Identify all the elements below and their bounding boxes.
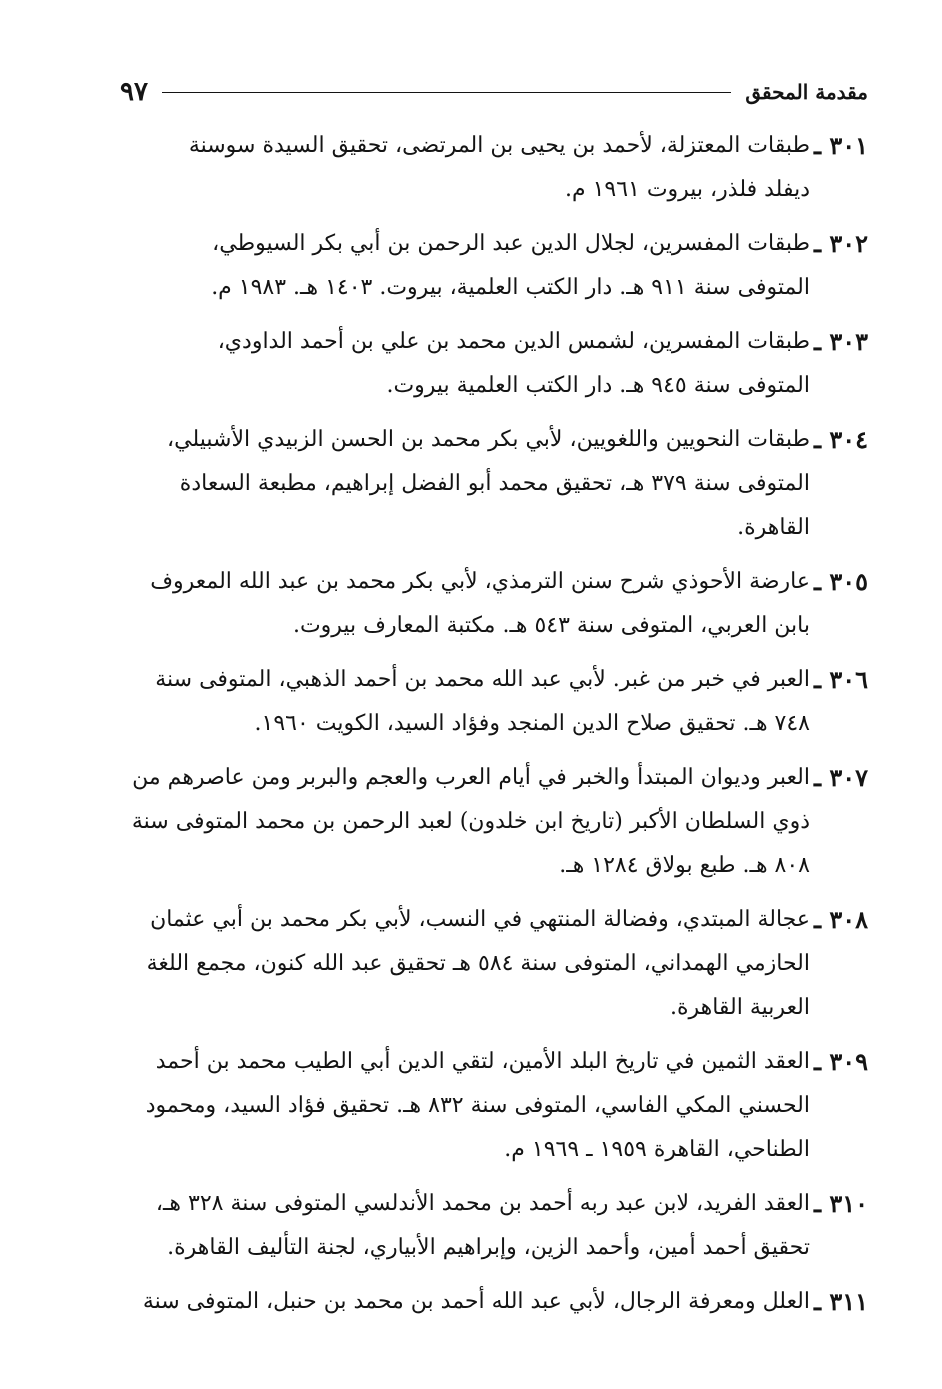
- entry-text-line: العبر في خبر من غبر. لأبي عبد الله محمد بن أحمد الذهبي، المتوفى سنة: [155, 667, 810, 692]
- entry-text-line: العلل ومعرفة الرجال، لأبي عبد الله أحمد بن محمد بن حنبل، المتوفى سنة: [142, 1289, 810, 1314]
- entry-text-line: المتوفى سنة ٣٧٩ هـ، تحقيق محمد أبو الفضل إبراهيم، مطبعة السعادة: [179, 471, 810, 496]
- bibliography-entry: [120, 418, 868, 550]
- entry-text-line: بابن العربي، المتوفى سنة ٥٤٣ هـ. مكتبة المعارف بيروت.: [292, 613, 810, 638]
- bibliography-entry: [120, 560, 868, 648]
- bibliography-entry: [120, 1182, 868, 1270]
- entry-number: ٣٠٥ ـ: [813, 567, 868, 596]
- entry-text-line: القاهرة.: [737, 515, 810, 540]
- entry-number: ٣٠٩ ـ: [813, 1047, 868, 1076]
- entry-text-line: تحقيق أحمد أمين، وأحمد الزين، وإبراهيم الأبياري، لجنة التأليف القاهرة.: [167, 1235, 810, 1260]
- entry-text-line: المتوفى سنة ٩٤٥ هـ. دار الكتب العلمية بيروت.: [386, 373, 810, 398]
- bibliography-entry: [120, 898, 868, 1030]
- entry-text-line: العبر وديوان المبتدأ والخبر في أيام العرب والعجم والبربر ومن عاصرهم من: [132, 765, 810, 790]
- entry-text-line: عجالة المبتدي، وفضالة المنتهي في النسب، لأبي بكر محمد بن أبي عثمان: [150, 907, 810, 932]
- entry-number: ٣٠٤ ـ: [813, 425, 868, 454]
- entry-text-line: ذوي السلطان الأكبر (تاريخ ابن خلدون) لعبد الرحمن بن محمد المتوفى سنة: [131, 809, 810, 834]
- entry-text-line: طبقات المفسرين، لشمس الدين محمد بن علي بن أحمد الداودي،: [217, 329, 810, 354]
- entry-text-line: العربية القاهرة.: [669, 995, 810, 1020]
- entry-text-line: طبقات المعتزلة، لأحمد بن يحيى بن المرتضى، تحقيق السيدة سوسنة: [188, 133, 810, 158]
- bibliography-entry: [120, 756, 868, 888]
- bibliography-entry: [120, 658, 868, 746]
- entry-number: ٣٠٨ ـ: [813, 905, 868, 934]
- page-number: ٩٧: [120, 77, 148, 107]
- entry-text-line: الطناحي، القاهرة ١٩٥٩ ـ ١٩٦٩ م.: [504, 1137, 810, 1162]
- bibliography-list: [120, 124, 868, 1334]
- entry-number: ٣١١ ـ: [813, 1287, 868, 1316]
- entry-text-line: ديفلد فلذر، بيروت ١٩٦١ م.: [564, 177, 810, 202]
- entry-text-line: الحسني المكي الفاسي، المتوفى سنة ٨٣٢ هـ. تحقيق فؤاد السيد، ومحمود: [145, 1093, 810, 1118]
- entry-text-line: العقد الثمين في تاريخ البلد الأمين، لتقي الدين أبي الطيب محمد بن أحمد: [155, 1049, 810, 1074]
- entry-number: ٣١٠ ـ: [813, 1189, 868, 1218]
- entry-text-line: العقد الفريد، لابن عبد ربه أحمد بن محمد الأندلسي المتوفى سنة ٣٢٨ هـ،: [155, 1191, 810, 1216]
- entry-text-line: عارضة الأحوذي شرح سنن الترمذي، لأبي بكر محمد بن عبد الله المعروف: [150, 569, 810, 594]
- section-title: مقدمة المحقق: [745, 80, 868, 104]
- header-rule: [162, 92, 731, 93]
- bibliography-entry: [120, 320, 868, 408]
- bibliography-entry: [120, 1040, 868, 1172]
- entry-number: ٣٠١ ـ: [813, 131, 868, 160]
- entry-text-line: المتوفى سنة ٩١١ هـ. دار الكتب العلمية، بيروت. ١٤٠٣ هـ. ١٩٨٣ م.: [211, 275, 810, 300]
- running-header: [120, 72, 868, 112]
- entry-number: ٣٠٦ ـ: [813, 665, 868, 694]
- bibliography-entry: [120, 1280, 868, 1324]
- bibliography-entry: [120, 222, 868, 310]
- entry-text-line: طبقات المفسرين، لجلال الدين عبد الرحمن بن أبي بكر السيوطي،: [212, 231, 810, 256]
- entry-text-line: ٧٤٨ هـ. تحقيق صلاح الدين المنجد وفؤاد السيد، الكويت ١٩٦٠.: [254, 711, 810, 736]
- entry-text-line: ٨٠٨ هـ. طبع بولاق ١٢٨٤ هـ.: [559, 853, 810, 878]
- entry-number: ٣٠٢ ـ: [813, 229, 868, 258]
- entry-number: ٣٠٧ ـ: [813, 763, 868, 792]
- bibliography-entry: [120, 124, 868, 212]
- entry-text-line: الحازمي الهمداني، المتوفى سنة ٥٨٤ هـ تحقيق عبد الله كنون، مجمع اللغة: [146, 951, 810, 976]
- entry-number: ٣٠٣ ـ: [813, 327, 868, 356]
- entry-text-line: طبقات النحويين واللغويين، لأبي بكر محمد بن الحسن الزبيدي الأشبيلي،: [167, 427, 810, 452]
